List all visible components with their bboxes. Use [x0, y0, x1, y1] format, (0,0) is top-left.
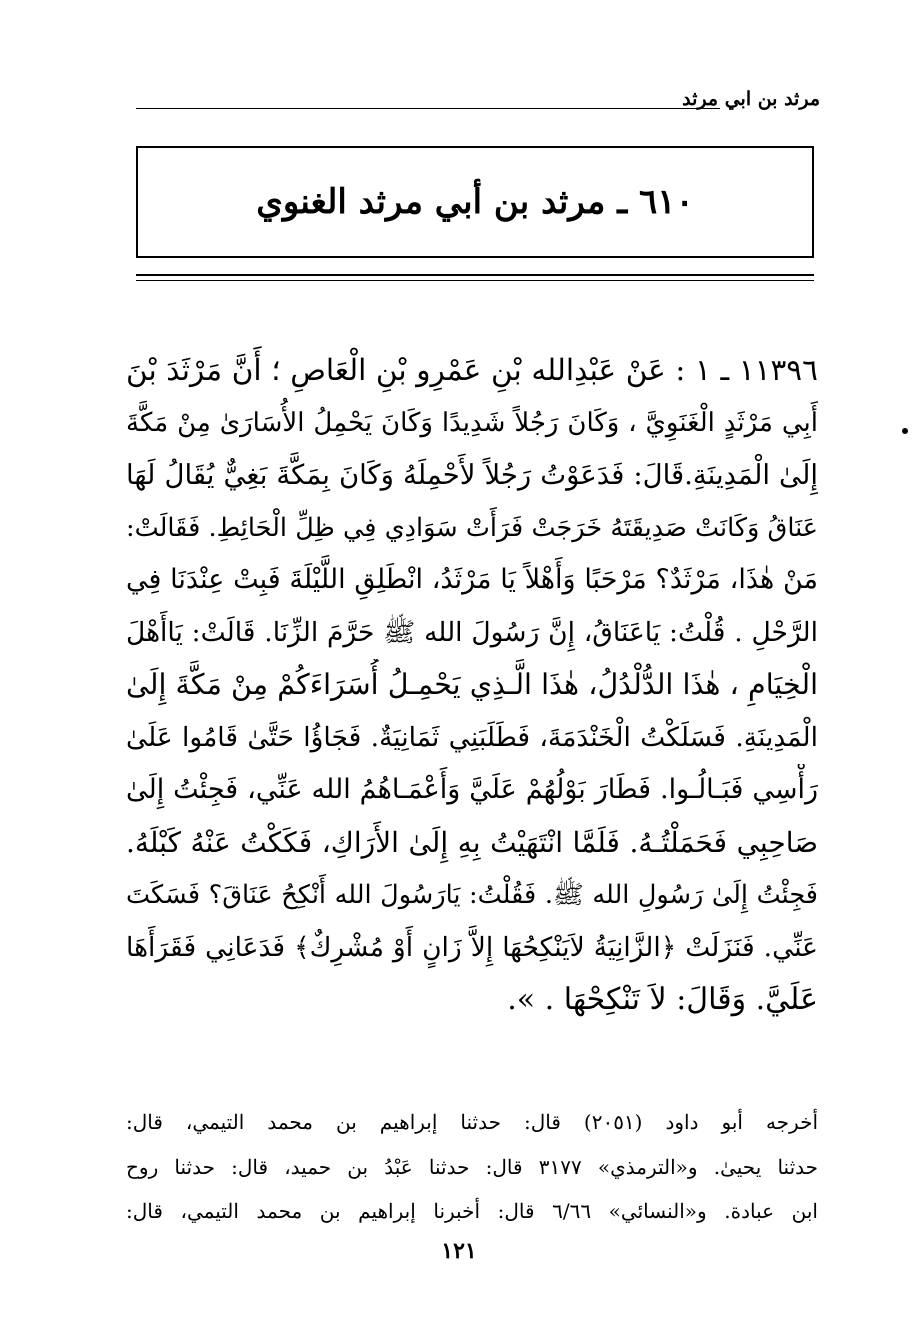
chapter-title-box — [136, 146, 814, 258]
hadith-line: عَنِّي. فَنَزَلَتْ ﴿الزَّانِيَةُ لاَيَنْكِحُهَا إِلاَّ زَانٍ أَوْ مُشْرِكٌ﴾ فَدَعَانِي فَقَرَأَهَا — [126, 931, 818, 963]
hadith-text — [126, 344, 818, 1027]
title-rule-thick — [136, 274, 814, 276]
hadith-line: فَجِئْتُ إِلَىٰ رَسُولِ الله ﷺ. فَقُلْتُ: يَارَسُولَ الله أَنْكِحُ عَنَاقَ؟ فَسَكَتَ — [126, 880, 818, 910]
hadith-line: الرَّحْلِ . قُلْتُ: يَاعَنَاقُ، إِنَّ رَسُولَ الله ﷺ حَرَّمَ الزِّنَا. قَالَتْ: يَاأَهْلَ — [126, 616, 818, 648]
hadith-line: الْخِيَامِ ، هٰذَا الدُّلْدُلُ، هٰذَا الَّـذِي يَحْمِـلُ أُسَرَاءَكُمْ مِنْ مَكَّةَ إِلَىٰ — [126, 668, 818, 701]
hadith-line: عَنَاقُ وَكَانَتْ صَدِيقَتَهُ خَرَجَتْ فَرَأَتْ سَوَادِي فِي ظِلِّ الْحَائِطِ. فَقَالَتْ: — [126, 512, 818, 543]
note-line: حدثنا يحيىٰ. و«الترمذي» ٣١٧٧ قال: حدثنا عَبْدُ بن حميد، قال: حدثنا روح — [126, 1154, 818, 1179]
hadith-line: عَلَيَّ. وَقَالَ: لاَ تَنْكِحْهَا . ». — [507, 982, 818, 1017]
margin-dot — [902, 428, 908, 434]
hadith-line: مَنْ هٰذَا، مَرْثَدٌ؟ مَرْحَبًا وَأَهْلاً يَا مَرْثَدُ، انْطَلِقِ اللَّيْلَةَ فَبِتْ عِنْدَنَا فِي — [126, 564, 818, 595]
hadith-line: أَبِي مَرْثَدٍ الْغَنَوِيَّ ، وَكَانَ رَجُلاً شَدِيدًا وَكَانَ يَحْمِلُ الأُسَارَىٰ مِنْ مَكَّةَ — [126, 407, 818, 438]
hadith-line: إِلَىٰ الْمَدِينَةِ.قَالَ: فَدَعَوْتُ رَجُلاً لأَحْمِلَهُ وَكَانَ بِمَكَّةَ بَغِيٌّ يُقَالُ لَهَا — [126, 459, 818, 491]
hadith-line: صَاحِبِي فَحَمَلْتُـهُ. فَلَمَّا انْتَهَيْتُ بِهِ إِلَىٰ الأَرَاكِ، فَكَكْتُ عَنْهُ كَبْلَهُ. — [126, 825, 818, 859]
source-notes — [126, 1100, 818, 1234]
running-head: مرثد بن ابي مرثد — [682, 88, 820, 110]
page-number: ١٢١ — [441, 1238, 477, 1264]
hadith-line: رَأْسِي فَبَـالُـوا. فَطَارَ بَوْلُهُمْ عَلَيَّ وَأَعْمَـاهُمُ الله عَنِّي، فَجِئْتُ إِلَىٰ — [126, 774, 818, 805]
note-line: أخرجه أبو داود (٢٠٥١) قال: حدثنا إبراهيم بن محمد التيمي، قال: — [126, 1110, 818, 1134]
chapter-title: ٦١٠ ـ مرثد بن أبي مرثد الغنوي — [256, 182, 694, 222]
header-rule — [136, 108, 720, 109]
note-line: ابن عبادة. و«النسائي» ٦/٦٦ قال: أخبرنا إبراهيم بن محمد التيمي، قال: — [126, 1199, 818, 1223]
title-rule-thin — [136, 280, 814, 281]
hadith-line: الْمَدِينَةِ. فَسَلَكْتُ الْخَنْدَمَةَ، فَطَلَبَنِي ثَمَانِيَةٌ. فَجَاؤُا حَتَّىٰ قَامُوا عَلَىٰ — [126, 721, 818, 753]
hadith-line: ١١٣٩٦ ـ ١ : عَنْ عَبْدِالله بْنِ عَمْرِو بْنِ الْعَاصِ ؛ أَنَّ مَرْثَدَ بْنَ — [126, 353, 818, 387]
